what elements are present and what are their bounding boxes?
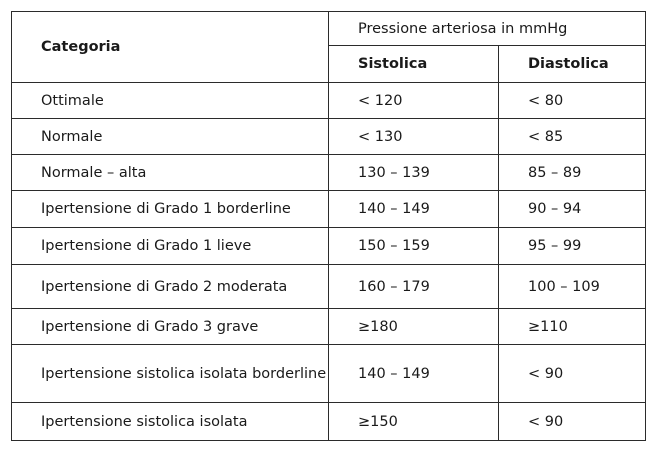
table-row [12,403,646,441]
systolic-cell: 140 – 149 [329,345,499,403]
systolic-cell: 130 – 139 [329,155,499,191]
category-cell: Ipertensione sistolica isolata [12,403,329,441]
category-cell: Ipertensione di Grado 3 grave [12,309,329,345]
diastolic-cell: 90 – 94 [499,191,646,228]
diastolic-cell: < 80 [499,83,646,119]
table-row [12,345,646,403]
table-row [12,309,646,345]
category-cell: Ipertensione di Grado 2 moderata [12,265,329,309]
table-row [12,191,646,228]
systolic-cell: 150 – 159 [329,228,499,265]
systolic-cell: ≥180 [329,309,499,345]
table-row [12,155,646,191]
diastolic-cell: < 90 [499,403,646,441]
systolic-cell: 140 – 149 [329,191,499,228]
diastolic-cell: 100 – 109 [499,265,646,309]
category-cell: Ottimale [12,83,329,119]
header-category: Categoria [12,12,329,83]
systolic-cell: ≥150 [329,403,499,441]
header-pressure-group: Pressione arteriosa in mmHg [329,12,646,46]
table-row [12,119,646,155]
category-cell: Normale – alta [12,155,329,191]
diastolic-cell: ≥110 [499,309,646,345]
diastolic-cell: < 90 [499,345,646,403]
table-row [12,83,646,119]
diastolic-cell: 85 – 89 [499,155,646,191]
category-cell: Ipertensione sistolica isolata borderline [12,345,329,403]
table-row [12,265,646,309]
header-row-group [12,12,646,46]
table-row [12,228,646,265]
systolic-cell: 160 – 179 [329,265,499,309]
systolic-cell: < 120 [329,83,499,119]
blood-pressure-table [11,11,646,441]
header-systolic: Sistolica [329,46,499,83]
category-cell: Ipertensione di Grado 1 lieve [12,228,329,265]
category-cell: Normale [12,119,329,155]
diastolic-cell: 95 – 99 [499,228,646,265]
diastolic-cell: < 85 [499,119,646,155]
systolic-cell: < 130 [329,119,499,155]
category-cell: Ipertensione di Grado 1 borderline [12,191,329,228]
header-diastolic: Diastolica [499,46,646,83]
